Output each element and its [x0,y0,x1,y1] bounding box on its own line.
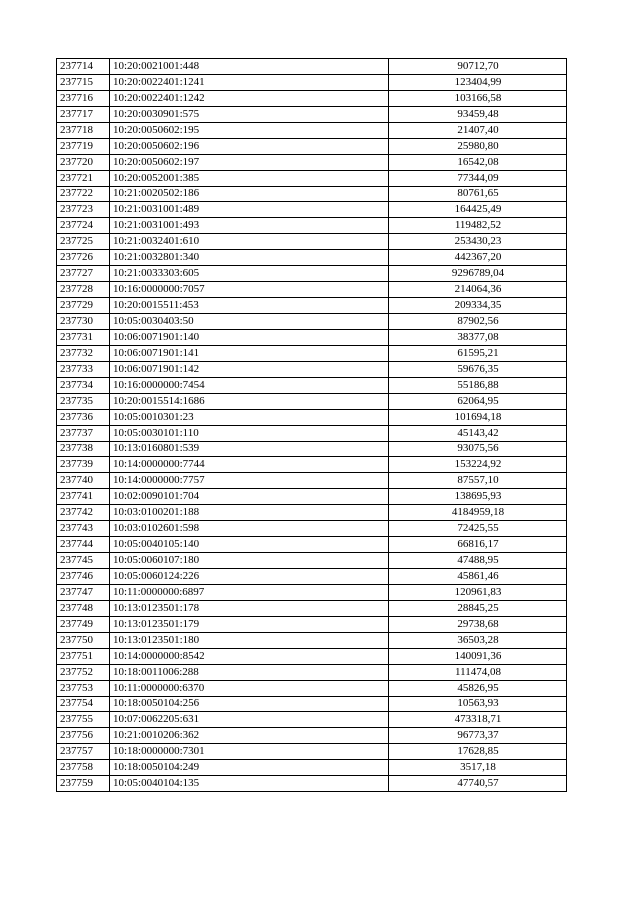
row-number-cell: 237714 [57,59,110,75]
table-row [57,648,567,664]
cadastral-number-cell: 10:11:0000000:6370 [110,680,389,696]
cadastral-value-cell: 45143,42 [389,425,567,441]
table-row [57,345,567,361]
row-number-cell: 237737 [57,425,110,441]
cadastral-number-cell: 10:13:0123501:180 [110,632,389,648]
cadastral-value-cell: 209334,35 [389,298,567,314]
row-number-cell: 237748 [57,600,110,616]
row-number-cell: 237746 [57,569,110,585]
cadastral-number-cell: 10:16:0000000:7057 [110,282,389,298]
cadastral-number-cell: 10:05:0060107:180 [110,553,389,569]
cadastral-value-cell: 111474,08 [389,664,567,680]
cadastral-number-cell: 10:21:0032801:340 [110,250,389,266]
cadastral-value-cell: 3517,18 [389,760,567,776]
row-number-cell: 237731 [57,329,110,345]
table-row [57,553,567,569]
cadastral-number-cell: 10:05:0040104:135 [110,776,389,792]
cadastral-number-cell: 10:20:0050602:195 [110,122,389,138]
row-number-cell: 237756 [57,728,110,744]
row-number-cell: 237732 [57,345,110,361]
cadastral-value-cell: 72425,55 [389,521,567,537]
cadastral-number-cell: 10:06:0071901:141 [110,345,389,361]
row-number-cell: 237724 [57,218,110,234]
cadastral-value-cell: 96773,37 [389,728,567,744]
row-number-cell: 237744 [57,537,110,553]
row-number-cell: 237751 [57,648,110,664]
row-number-cell: 237754 [57,696,110,712]
cadastral-value-cell: 123404,99 [389,74,567,90]
row-number-cell: 237722 [57,186,110,202]
cadastral-number-cell: 10:13:0160801:539 [110,441,389,457]
cadastral-number-cell: 10:07:0062205:631 [110,712,389,728]
table-row [57,202,567,218]
row-number-cell: 237730 [57,314,110,330]
table-row [57,696,567,712]
cadastral-value-cell: 93459,48 [389,106,567,122]
table-row [57,393,567,409]
table-row [57,537,567,553]
cadastral-value-cell: 45861,46 [389,569,567,585]
table-row [57,505,567,521]
table-row [57,59,567,75]
cadastral-number-cell: 10:05:0060124:226 [110,569,389,585]
row-number-cell: 237735 [57,393,110,409]
row-number-cell: 237749 [57,616,110,632]
table-row [57,377,567,393]
cadastral-number-cell: 10:06:0071901:140 [110,329,389,345]
table-row [57,266,567,282]
cadastral-number-cell: 10:20:0021001:448 [110,59,389,75]
cadastral-value-cell: 25980,80 [389,138,567,154]
cadastral-value-cell: 62064,95 [389,393,567,409]
table-row [57,138,567,154]
row-number-cell: 237741 [57,489,110,505]
cadastral-number-cell: 10:20:0052001:385 [110,170,389,186]
row-number-cell: 237721 [57,170,110,186]
cadastral-number-cell: 10:02:0090101:704 [110,489,389,505]
cadastral-number-cell: 10:20:0022401:1242 [110,90,389,106]
table-row [57,298,567,314]
table-row [57,250,567,266]
cadastral-number-cell: 10:21:0031001:489 [110,202,389,218]
cadastral-value-cell: 103166,58 [389,90,567,106]
table-row [57,170,567,186]
table-row [57,632,567,648]
cadastral-value-cell: 61595,21 [389,345,567,361]
row-number-cell: 237728 [57,282,110,298]
cadastral-value-cell: 140091,36 [389,648,567,664]
cadastral-value-cell: 29738,68 [389,616,567,632]
row-number-cell: 237720 [57,154,110,170]
cadastral-number-cell: 10:14:0000000:7744 [110,457,389,473]
cadastral-number-cell: 10:21:0020502:186 [110,186,389,202]
cadastral-number-cell: 10:18:0000000:7301 [110,744,389,760]
cadastral-value-table [56,58,567,792]
cadastral-value-cell: 16542,08 [389,154,567,170]
cadastral-value-cell: 473318,71 [389,712,567,728]
cadastral-number-cell: 10:14:0000000:7757 [110,473,389,489]
row-number-cell: 237726 [57,250,110,266]
cadastral-value-cell: 87557,10 [389,473,567,489]
row-number-cell: 237725 [57,234,110,250]
row-number-cell: 237753 [57,680,110,696]
row-number-cell: 237717 [57,106,110,122]
table-row [57,776,567,792]
row-number-cell: 237747 [57,584,110,600]
cadastral-value-cell: 21407,40 [389,122,567,138]
cadastral-number-cell: 10:20:0015511:453 [110,298,389,314]
row-number-cell: 237738 [57,441,110,457]
table-row [57,600,567,616]
table-row [57,616,567,632]
cadastral-number-cell: 10:18:0011006:288 [110,664,389,680]
table-row [57,569,567,585]
cadastral-value-cell: 119482,52 [389,218,567,234]
row-number-cell: 237758 [57,760,110,776]
row-number-cell: 237718 [57,122,110,138]
cadastral-number-cell: 10:20:0015514:1686 [110,393,389,409]
cadastral-value-cell: 59676,35 [389,361,567,377]
row-number-cell: 237739 [57,457,110,473]
cadastral-value-cell: 47740,57 [389,776,567,792]
cadastral-value-cell: 164425,49 [389,202,567,218]
row-number-cell: 237736 [57,409,110,425]
cadastral-value-cell: 36503,28 [389,632,567,648]
cadastral-number-cell: 10:05:0040105:140 [110,537,389,553]
table-row [57,744,567,760]
table-row [57,441,567,457]
cadastral-number-cell: 10:21:0032401:610 [110,234,389,250]
table-body [57,59,567,792]
cadastral-number-cell: 10:21:0033303:605 [110,266,389,282]
cadastral-number-cell: 10:18:0050104:249 [110,760,389,776]
cadastral-number-cell: 10:05:0010301:23 [110,409,389,425]
row-number-cell: 237755 [57,712,110,728]
cadastral-value-cell: 77344,09 [389,170,567,186]
cadastral-value-cell: 28845,25 [389,600,567,616]
row-number-cell: 237723 [57,202,110,218]
cadastral-value-cell: 93075,56 [389,441,567,457]
row-number-cell: 237719 [57,138,110,154]
cadastral-number-cell: 10:16:0000000:7454 [110,377,389,393]
cadastral-value-cell: 4184959,18 [389,505,567,521]
table-row [57,489,567,505]
table-row [57,218,567,234]
cadastral-value-cell: 87902,56 [389,314,567,330]
table-row [57,409,567,425]
cadastral-value-cell: 214064,36 [389,282,567,298]
cadastral-number-cell: 10:06:0071901:142 [110,361,389,377]
cadastral-number-cell: 10:20:0050602:196 [110,138,389,154]
cadastral-number-cell: 10:21:0031001:493 [110,218,389,234]
cadastral-number-cell: 10:20:0022401:1241 [110,74,389,90]
cadastral-value-cell: 442367,20 [389,250,567,266]
cadastral-value-cell: 17628,85 [389,744,567,760]
cadastral-number-cell: 10:11:0000000:6897 [110,584,389,600]
table-row [57,473,567,489]
cadastral-number-cell: 10:20:0030901:575 [110,106,389,122]
table-row [57,425,567,441]
cadastral-number-cell: 10:20:0050602:197 [110,154,389,170]
table-row [57,680,567,696]
row-number-cell: 237715 [57,74,110,90]
cadastral-number-cell: 10:05:0030101:110 [110,425,389,441]
cadastral-value-cell: 101694,18 [389,409,567,425]
table-row [57,314,567,330]
cadastral-value-cell: 153224,92 [389,457,567,473]
cadastral-number-cell: 10:03:0102601:598 [110,521,389,537]
row-number-cell: 237757 [57,744,110,760]
table-row [57,90,567,106]
cadastral-number-cell: 10:13:0123501:179 [110,616,389,632]
cadastral-value-cell: 9296789,04 [389,266,567,282]
cadastral-number-cell: 10:21:0010206:362 [110,728,389,744]
row-number-cell: 237745 [57,553,110,569]
cadastral-number-cell: 10:18:0050104:256 [110,696,389,712]
cadastral-value-cell: 90712,70 [389,59,567,75]
table-row [57,584,567,600]
table-row [57,361,567,377]
table-row [57,728,567,744]
table-row [57,234,567,250]
row-number-cell: 237727 [57,266,110,282]
cadastral-value-cell: 55186,88 [389,377,567,393]
cadastral-number-cell: 10:05:0030403:50 [110,314,389,330]
row-number-cell: 237716 [57,90,110,106]
row-number-cell: 237733 [57,361,110,377]
cadastral-value-cell: 38377,08 [389,329,567,345]
cadastral-value-cell: 45826,95 [389,680,567,696]
table-row [57,282,567,298]
cadastral-number-cell: 10:14:0000000:8542 [110,648,389,664]
row-number-cell: 237752 [57,664,110,680]
row-number-cell: 237743 [57,521,110,537]
cadastral-value-cell: 138695,93 [389,489,567,505]
table-row [57,664,567,680]
row-number-cell: 237750 [57,632,110,648]
row-number-cell: 237759 [57,776,110,792]
table-row [57,122,567,138]
table-row [57,521,567,537]
cadastral-value-cell: 253430,23 [389,234,567,250]
table-row [57,329,567,345]
table-row [57,457,567,473]
table-row [57,106,567,122]
row-number-cell: 237742 [57,505,110,521]
cadastral-value-cell: 120961,83 [389,584,567,600]
table-row [57,154,567,170]
row-number-cell: 237734 [57,377,110,393]
table-row [57,74,567,90]
cadastral-value-cell: 47488,95 [389,553,567,569]
cadastral-value-cell: 66816,17 [389,537,567,553]
cadastral-number-cell: 10:03:0100201:188 [110,505,389,521]
table-row [57,760,567,776]
table-row [57,186,567,202]
cadastral-value-cell: 80761,65 [389,186,567,202]
row-number-cell: 237729 [57,298,110,314]
cadastral-value-cell: 10563,93 [389,696,567,712]
table-row [57,712,567,728]
row-number-cell: 237740 [57,473,110,489]
cadastral-number-cell: 10:13:0123501:178 [110,600,389,616]
